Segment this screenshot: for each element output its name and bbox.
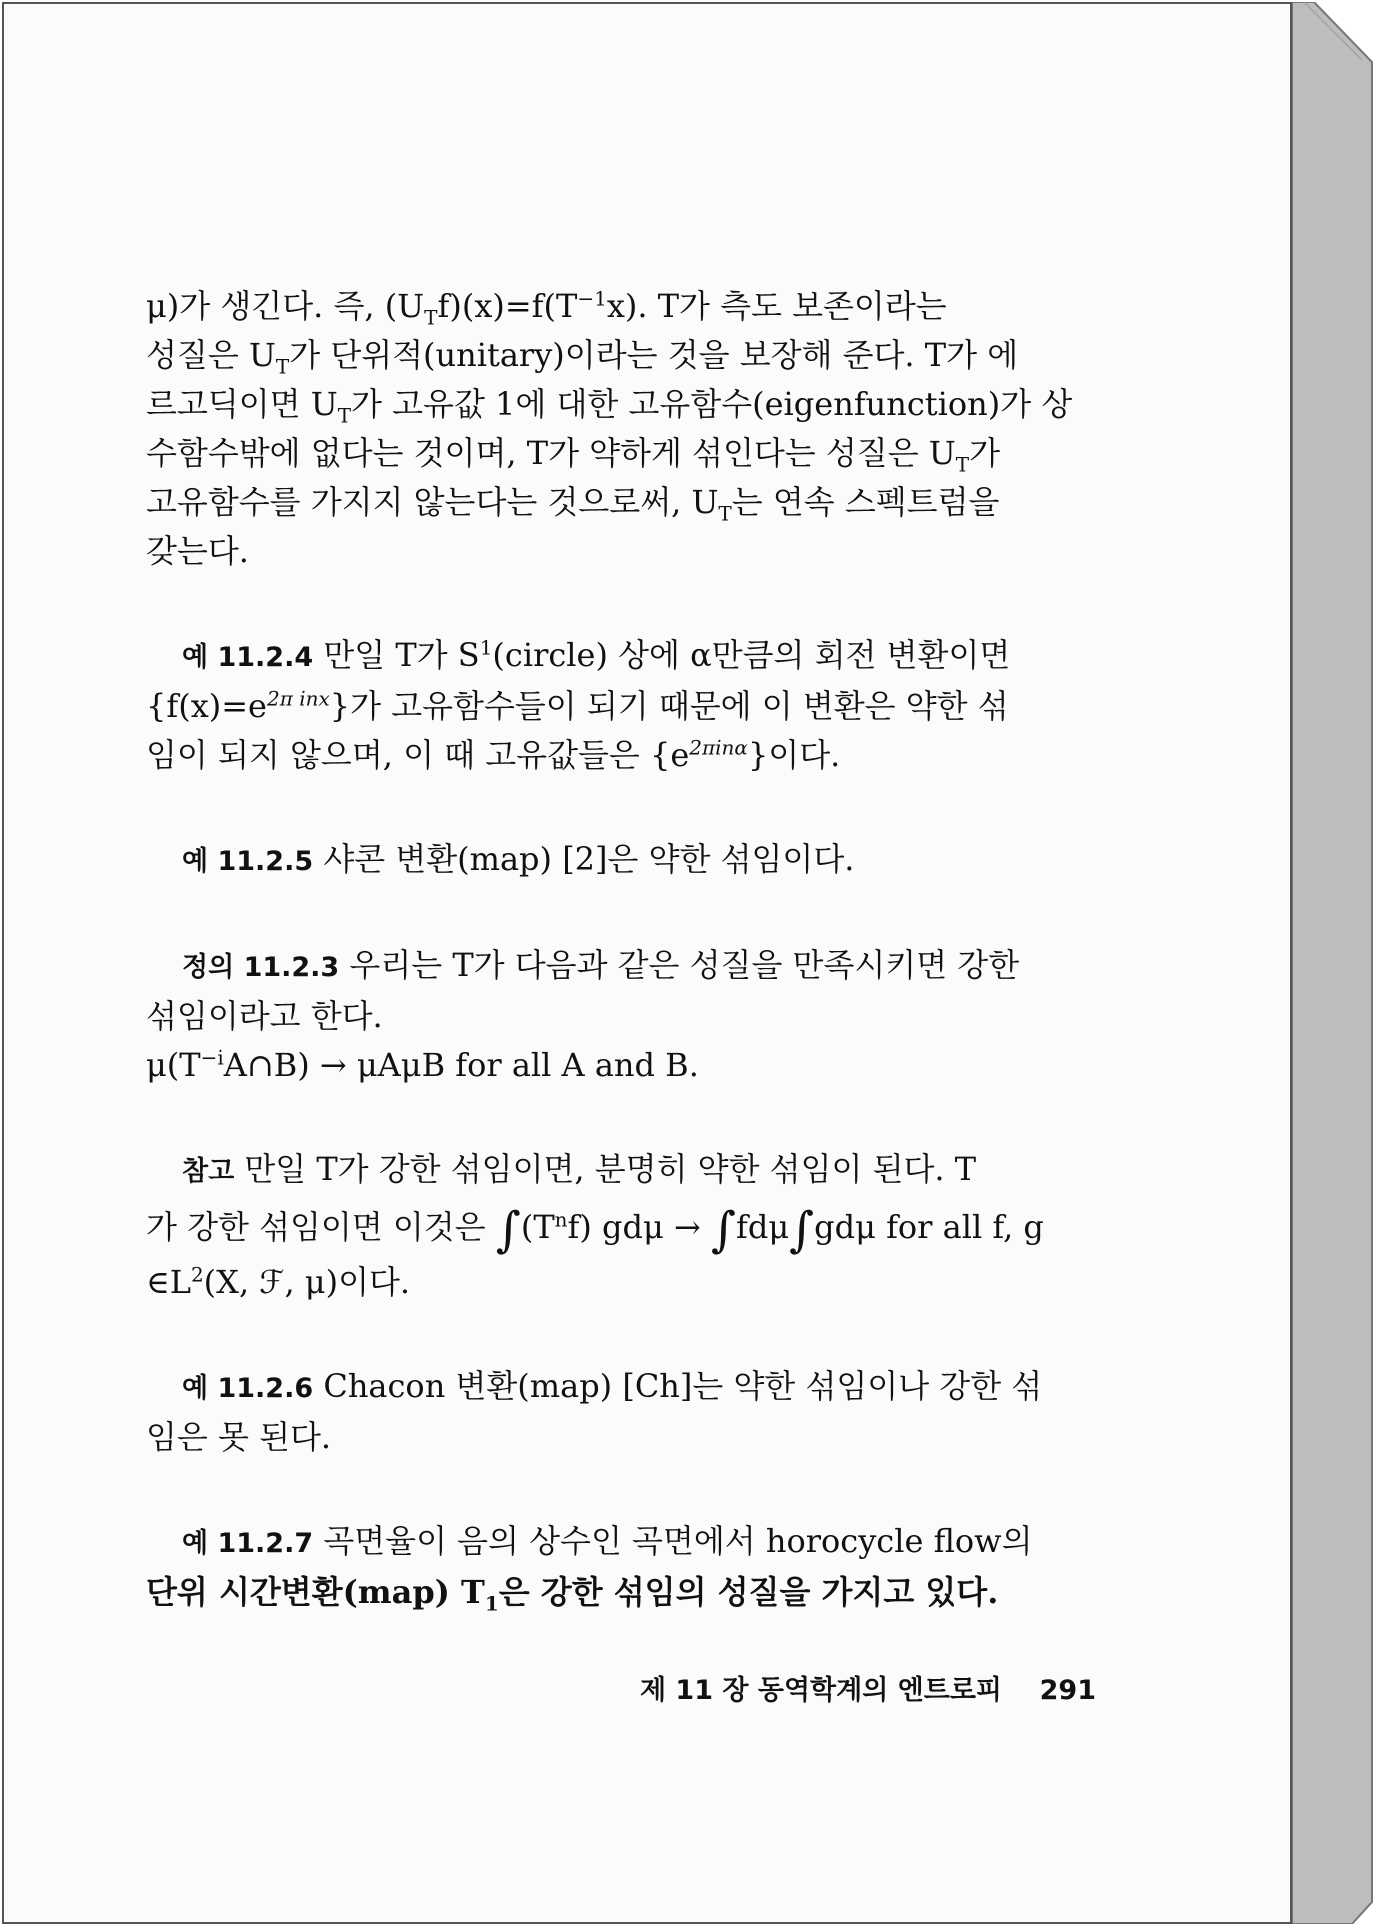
paragraph-1: μ)가 생긴다. 즉, $(U_Tf)(x)=f(T^{-1}x)$. T가 측도 보존이라는 성질은 $U_T$가 단위적(unitary)이라는 것을 보장해 준다. T가 에 르고딕이면 $U_T$가 고유값 1에 대한 고유함수(eigenfunction)가 상 수함수밖에 없다는 것이며, T가 약하게 섞인다는 성질은 $U_T$가 고유함수를 가지지 않는다는 것으로써, $U_T$는 연속 스펙트럼을 갖는다. — [146, 286, 1073, 570]
definition-11-2-3-cont: 섞임이라고 한다. — [146, 997, 383, 1035]
example-11-2-4: 예 11.2.4 만일 T가 $S^1(circle)$ 상에 α만큼의 회전 변환이면 — [182, 635, 1011, 674]
page-edge-stack — [1292, 2, 1382, 1924]
page-content — [146, 282, 1100, 1617]
example-11-2-6: 예 11.2.6 Chacon 변환(map) [Ch]는 약한 섞임이나 강한 섞 — [182, 1367, 1043, 1405]
example-11-2-4-cont: $\{f(x)=e^{2\pi inx}\}$가 고유함수들이 되기 때문에 이 변환은 약한 섞 임이 되지 않으며, 이 때 고유값들은 $\{e^{2\pi in\alpha}\}$이다. — [146, 686, 1009, 774]
integral-sign: ∫ — [495, 1202, 521, 1258]
example-label: 예 11.2.5 — [182, 846, 314, 877]
page-number: 291 — [1039, 1675, 1096, 1706]
example-11-2-7: 예 11.2.7 곡면율이 음의 상수인 곡면에서 horocycle flow의 — [182, 1522, 1033, 1560]
example-label: 예 11.2.6 — [182, 1373, 314, 1404]
remark: 참고 만일 T가 강한 섞임이면, 분명히 약한 섞임이 된다. T — [182, 1150, 977, 1188]
definition-label: 정의 11.2.3 — [182, 952, 340, 983]
example-11-2-6-cont: 임은 못 된다. — [146, 1418, 332, 1456]
integral-sign: ∫ — [789, 1202, 815, 1258]
definition-11-2-3: 정의 11.2.3 우리는 T가 다음과 같은 성질을 만족시키면 강한 — [182, 946, 1020, 984]
page-footer — [600, 1668, 1096, 1707]
strong-mixing-formula: $\mu(T^{-i}A\cap B) \to \mu A\mu B$ for all A and B. — [146, 1045, 699, 1084]
remark-cont: 가 강한 섞임이면 이것은 $\int(T^nf) gd\mu \to \int fd\mu\int gd\mu$ for all f, g — [146, 1202, 1044, 1258]
example-11-2-5: 예 11.2.5 샤콘 변환(map) [2]은 약한 섞임이다. — [182, 840, 855, 878]
example-label: 예 11.2.4 — [182, 642, 314, 673]
chapter-title: 제 11 장 동역학계의 엔트로피 — [639, 1675, 1003, 1706]
example-11-2-7-cont: 단위 시간변환(map) $T_1$은 강한 섞임의 성질을 가지고 있다. — [146, 1573, 999, 1616]
remark-label: 참고 — [182, 1156, 235, 1187]
remark-cont-2: $\in L^2(X$, ℱ, μ)이다. — [146, 1262, 411, 1301]
example-label: 예 11.2.7 — [182, 1528, 314, 1559]
integral-sign: ∫ — [710, 1202, 736, 1258]
